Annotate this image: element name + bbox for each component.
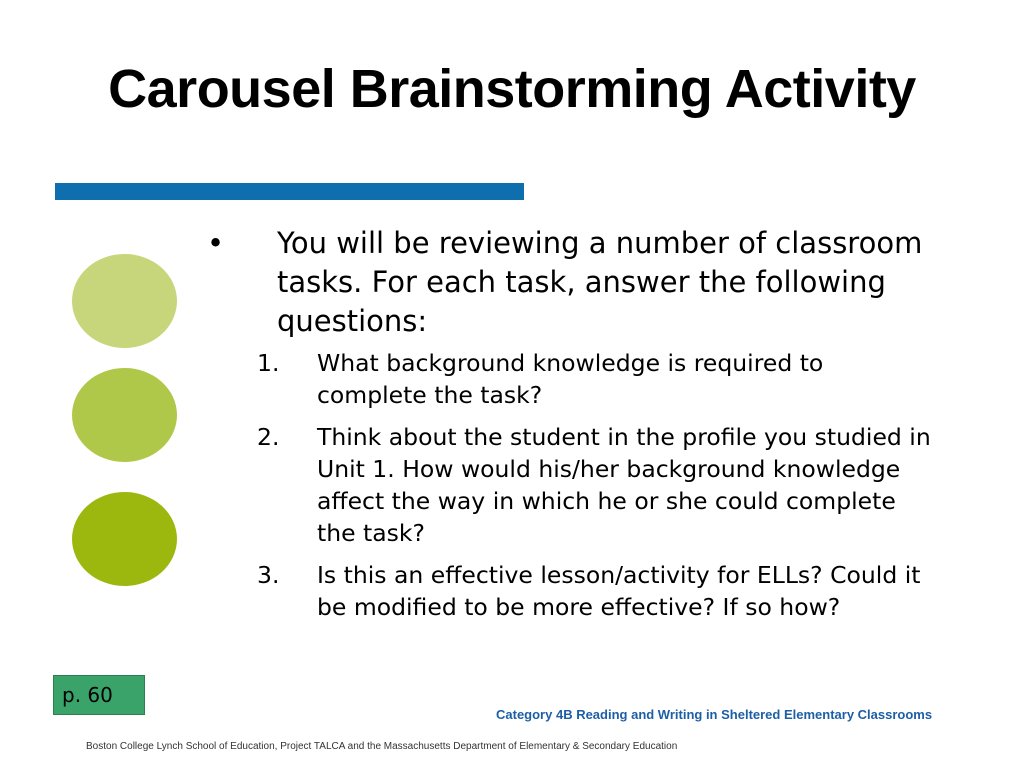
question-number: 1. (257, 349, 280, 377)
decorative-circle-dark (72, 492, 177, 586)
decorative-circle-light (72, 254, 177, 348)
question-list (205, 347, 985, 623)
slide-body (205, 224, 985, 633)
question-number: 3. (257, 561, 280, 589)
question-text: What background knowledge is required to complete the task? (317, 349, 824, 409)
question-item (257, 347, 985, 411)
question-number: 2. (257, 423, 280, 451)
bullet-item (205, 224, 985, 341)
question-text: Is this an effective lesson/activity for ELLs? Could it be modified to be more effective? If so how? (317, 561, 921, 621)
question-item (257, 421, 985, 549)
accent-bar (55, 183, 524, 200)
bullet-marker: • (207, 226, 225, 260)
category-label: Category 4B Reading and Writing in Sheltered Elementary Classrooms (496, 707, 933, 722)
slide-title: Carousel Brainstorming Activity (108, 59, 916, 119)
decorative-circle-mid (72, 368, 177, 462)
footer-credit: Boston College Lynch School of Education, Project TALCA and the Massachusetts Department of Elementary & Secondary Education (86, 741, 678, 752)
question-text: Think about the student in the profile you studied in Unit 1. How would his/her background knowledge affect the way in which he or she could complete the task? (317, 423, 931, 547)
bullet-text: You will be reviewing a number of classroom tasks. For each task, answer the following questions: (277, 226, 923, 338)
question-item (257, 559, 985, 623)
page-reference: p. 60 (53, 675, 145, 715)
